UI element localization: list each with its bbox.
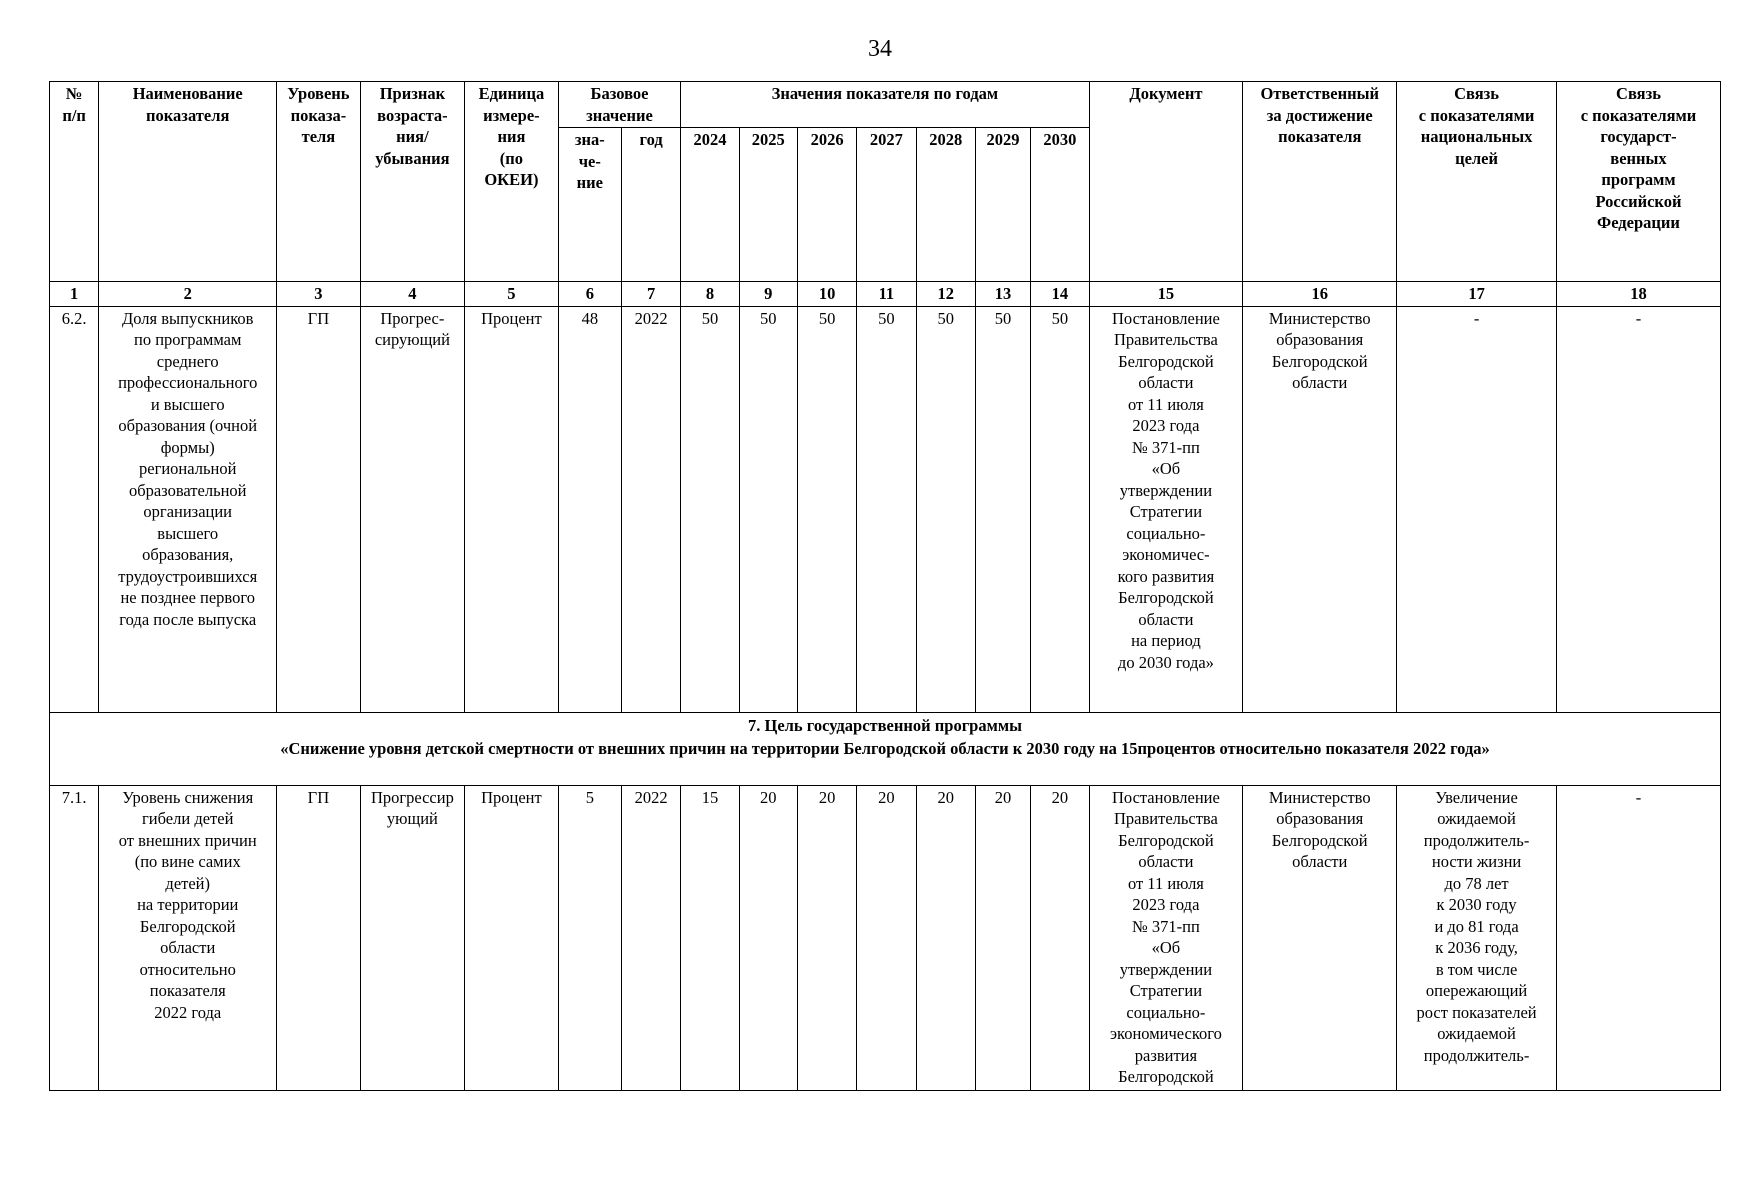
- header-values-by-year: Значения показателя по годам: [681, 82, 1089, 128]
- column-number: 17: [1397, 282, 1557, 307]
- header-year-2028: 2028: [916, 128, 975, 282]
- column-number: 11: [857, 282, 916, 307]
- goal-section: [50, 712, 1721, 785]
- value-2026: 20: [797, 785, 856, 1090]
- header-link-programs: Связь с показателями государст- венных программ Российской Федерации: [1556, 82, 1720, 282]
- row-num: 6.2.: [50, 306, 99, 712]
- column-number: 4: [360, 282, 465, 307]
- value-2030: 50: [1031, 306, 1089, 712]
- base-year: 2022: [621, 306, 680, 712]
- value-2030: 20: [1031, 785, 1089, 1090]
- column-number: 5: [465, 282, 558, 307]
- link-national: Увеличение ожидаемой продолжитель- ности жизни до 78 лет к 2030 году и до 81 года к 2036 году, в том числе опережающий рост показателей ожидаемой продолжитель-: [1397, 785, 1557, 1090]
- header-base-year: год: [621, 128, 680, 282]
- header-base: Базовое значение: [558, 82, 681, 128]
- goal-description: «Снижение уровня детской смертности от внешних причин на территории Белгородской области к 2030 году на 15процентов относительно показателя 2022 года»: [280, 738, 1490, 758]
- row-num: 7.1.: [50, 785, 99, 1090]
- header-document: Документ: [1089, 82, 1243, 282]
- link-national: -: [1397, 306, 1557, 712]
- value-2025: 20: [739, 785, 797, 1090]
- value-2027: 50: [857, 306, 916, 712]
- header-name: Наименование показателя: [99, 82, 277, 282]
- column-number: 10: [797, 282, 856, 307]
- base-value: 5: [558, 785, 621, 1090]
- header-year-2029: 2029: [975, 128, 1030, 282]
- header-base-value: зна- че- ние: [558, 128, 621, 282]
- table-row: [50, 785, 1721, 1090]
- value-2026: 50: [797, 306, 856, 712]
- table-row: [50, 306, 1721, 712]
- header-year-2027: 2027: [857, 128, 916, 282]
- indicator-unit: Процент: [465, 306, 558, 712]
- header-responsible: Ответственный за достижение показателя: [1243, 82, 1397, 282]
- value-2024: 15: [681, 785, 739, 1090]
- document: Постановление Правительства Белгородской области от 11 июля 2023 года № 371-пп «Об утверждении Стратегии социально- экономичес- кого развития Белгородской области на период до 2030 года»: [1089, 306, 1243, 712]
- value-2029: 20: [975, 785, 1030, 1090]
- column-number: 12: [916, 282, 975, 307]
- column-number: 8: [681, 282, 739, 307]
- responsible: Министерство образования Белгородской области: [1243, 785, 1397, 1090]
- column-number: 6: [558, 282, 621, 307]
- header-year-2025: 2025: [739, 128, 797, 282]
- column-number: 18: [1556, 282, 1720, 307]
- indicators-table: [49, 81, 1721, 1091]
- goal-title: 7. Цель государственной программы: [748, 715, 1022, 735]
- column-number: 1: [50, 282, 99, 307]
- column-number: 16: [1243, 282, 1397, 307]
- header-year-2026: 2026: [797, 128, 856, 282]
- value-2029: 50: [975, 306, 1030, 712]
- indicator-unit: Процент: [465, 785, 558, 1090]
- header-num: № п/п: [50, 82, 99, 282]
- indicator-trend: Прогрессир ующий: [360, 785, 465, 1090]
- link-programs: -: [1556, 306, 1720, 712]
- header-trend: Признак возраста- ния/ убывания: [360, 82, 465, 282]
- indicator-level: ГП: [277, 306, 360, 712]
- document: Постановление Правительства Белгородской области от 11 июля 2023 года № 371-пп «Об утверждении Стратегии социально- экономического развития Белгородской: [1089, 785, 1243, 1090]
- header-year-2024: 2024: [681, 128, 739, 282]
- indicator-name: Доля выпускников по программам среднего профессионального и высшего образования (очной формы) региональной образовательной организации высшего образования, трудоустроившихся не позднее первого года после выпуска: [99, 306, 277, 712]
- column-number: 13: [975, 282, 1030, 307]
- value-2025: 50: [739, 306, 797, 712]
- goal-row: [50, 712, 1721, 785]
- base-value: 48: [558, 306, 621, 712]
- header-row-1: [50, 82, 1721, 128]
- indicator-name: Уровень снижения гибели детей от внешних причин (по вине самих детей) на территории Белгородской области относительно показателя 2022 года: [99, 785, 277, 1090]
- indicator-trend: Прогрес- сирующий: [360, 306, 465, 712]
- indicator-level: ГП: [277, 785, 360, 1090]
- page-number: 34: [868, 36, 892, 62]
- header-level: Уровень показа- теля: [277, 82, 360, 282]
- link-programs: -: [1556, 785, 1720, 1090]
- column-number: 15: [1089, 282, 1243, 307]
- value-2027: 20: [857, 785, 916, 1090]
- column-number: 7: [621, 282, 680, 307]
- value-2028: 50: [916, 306, 975, 712]
- value-2024: 50: [681, 306, 739, 712]
- column-number: 14: [1031, 282, 1089, 307]
- column-number: 2: [99, 282, 277, 307]
- header-year-2030: 2030: [1031, 128, 1089, 282]
- column-number-row: [50, 282, 1721, 307]
- column-number: 9: [739, 282, 797, 307]
- base-year: 2022: [621, 785, 680, 1090]
- column-number: 3: [277, 282, 360, 307]
- header-link-national: Связь с показателями национальных целей: [1397, 82, 1557, 282]
- value-2028: 20: [916, 785, 975, 1090]
- responsible: Министерство образования Белгородской области: [1243, 306, 1397, 712]
- header-unit: Единица измере- ния (по ОКЕИ): [465, 82, 558, 282]
